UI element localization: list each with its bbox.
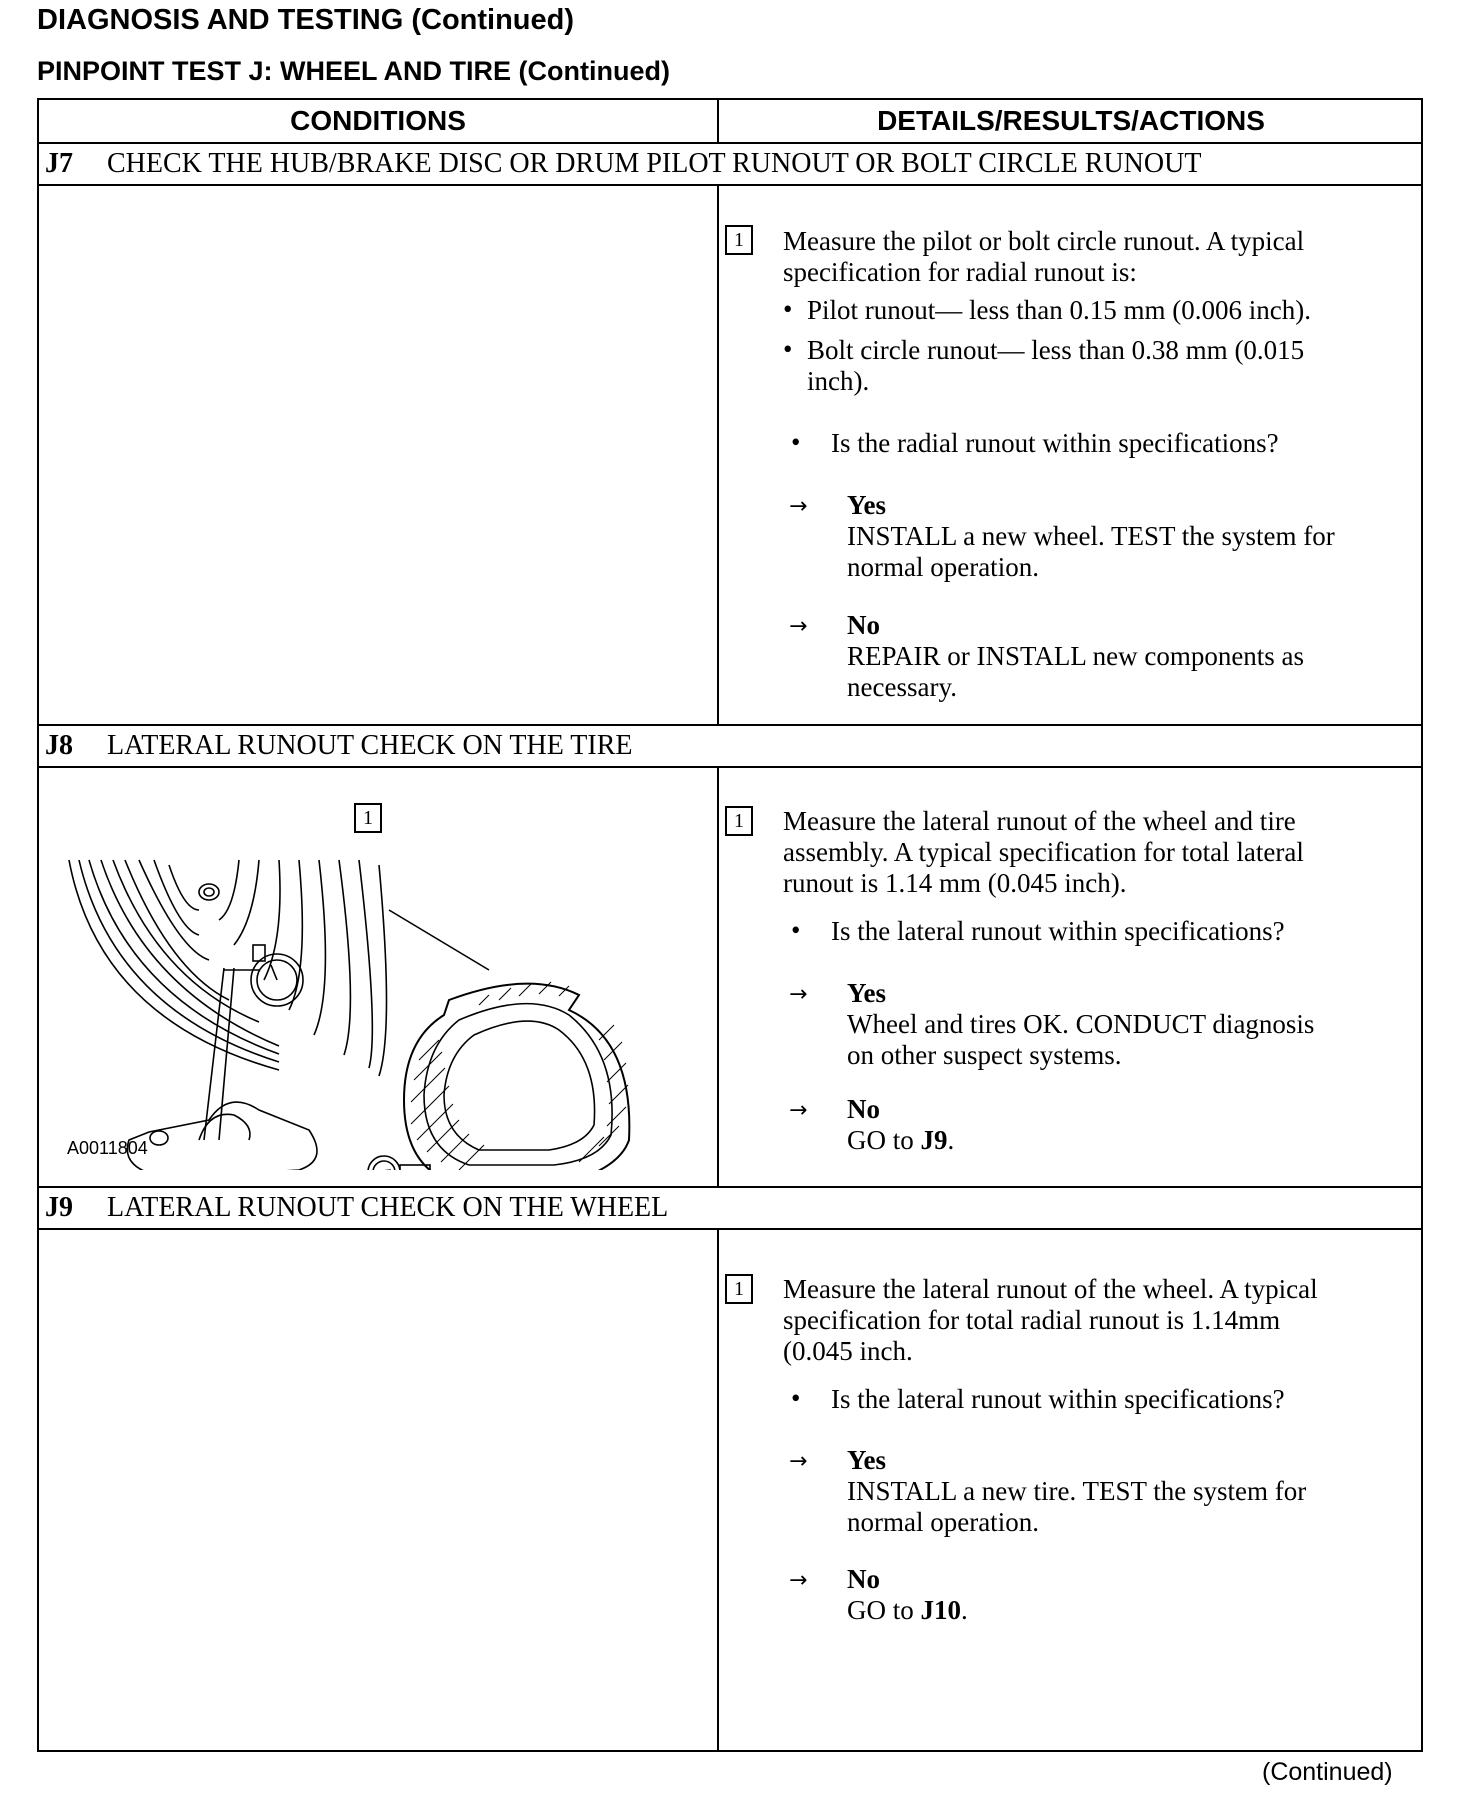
bullet-icon: • xyxy=(791,427,801,457)
j9-no-answer: No GO to J10. xyxy=(847,1564,968,1625)
column-divider xyxy=(717,1230,719,1752)
arrow-icon: → xyxy=(789,982,808,1007)
arrow-icon: → xyxy=(789,494,808,519)
j8-no-answer: No GO to J9. xyxy=(847,1094,955,1155)
figure-callout-box: 1 xyxy=(354,803,382,833)
pinpoint-test-table xyxy=(37,98,1423,1752)
row-divider xyxy=(39,1228,1421,1230)
bullet-icon: • xyxy=(791,1383,801,1413)
j7-instruction: Measure the pilot or bolt circle runout. A typical specification for radial runout is: xyxy=(783,226,1305,287)
bullet-icon: • xyxy=(791,915,801,945)
conditions-header: CONDITIONS xyxy=(290,105,466,136)
j7-yes-answer: Yes INSTALL a new wheel. TEST the system for normal operation. xyxy=(847,490,1335,582)
j7-question: Is the radial runout within specifications? xyxy=(831,428,1279,458)
column-divider xyxy=(717,100,719,142)
step-number-box: 1 xyxy=(725,806,753,836)
j9-instruction: Measure the lateral runout of the wheel. A typical specification for total radial runout is 1.14mm (0.045 inch. xyxy=(783,1274,1318,1366)
j7-spec-2: Bolt circle runout— less than 0.38 mm (0.015 inch). xyxy=(807,335,1305,396)
details-header: DETAILS/RESULTS/ACTIONS xyxy=(877,105,1265,136)
arrow-icon: → xyxy=(789,614,808,639)
section-title: PINPOINT TEST J: WHEEL AND TIRE (Continued) xyxy=(37,56,670,86)
row-divider xyxy=(39,184,1421,186)
arrow-icon: → xyxy=(789,1449,808,1474)
column-divider xyxy=(717,768,719,1186)
bullet-icon: • xyxy=(783,334,793,364)
runout-gauge-illustration xyxy=(59,840,699,1170)
page-title: DIAGNOSIS AND TESTING (Continued) xyxy=(37,4,575,36)
j7-spec-1: Pilot runout— less than 0.15 mm (0.006 inch). xyxy=(807,295,1311,325)
j8-question: Is the lateral runout within specifications? xyxy=(831,916,1285,946)
row-divider xyxy=(39,766,1421,768)
continued-note: (Continued) xyxy=(1262,1758,1393,1786)
step-j9-header: J9 LATERAL RUNOUT CHECK ON THE WHEEL xyxy=(45,1192,669,1223)
arrow-icon: → xyxy=(789,1098,808,1123)
step-number-box: 1 xyxy=(725,225,753,255)
step-j8-header: J8 LATERAL RUNOUT CHECK ON THE TIRE xyxy=(45,730,633,761)
j8-instruction: Measure the lateral runout of the wheel and tire assembly. A typical specification for total lateral runout is 1.14 mm (0.045 inch). xyxy=(783,806,1304,898)
j9-yes-answer: Yes INSTALL a new tire. TEST the system for normal operation. xyxy=(847,1445,1307,1537)
j7-no-answer: No REPAIR or INSTALL new components as necessary. xyxy=(847,610,1305,702)
bullet-icon: • xyxy=(783,294,793,324)
step-j7-header: J7 CHECK THE HUB/BRAKE DISC OR DRUM PILOT RUNOUT OR BOLT CIRCLE RUNOUT xyxy=(45,148,1202,179)
figure-code: A0011804 xyxy=(67,1138,148,1158)
step-number-box: 1 xyxy=(725,1274,753,1304)
j9-question: Is the lateral runout within specifications? xyxy=(831,1384,1285,1414)
j8-yes-answer: Yes Wheel and tires OK. CONDUCT diagnosis on other suspect systems. xyxy=(847,978,1315,1070)
column-divider xyxy=(717,186,719,724)
arrow-icon: → xyxy=(789,1568,808,1593)
